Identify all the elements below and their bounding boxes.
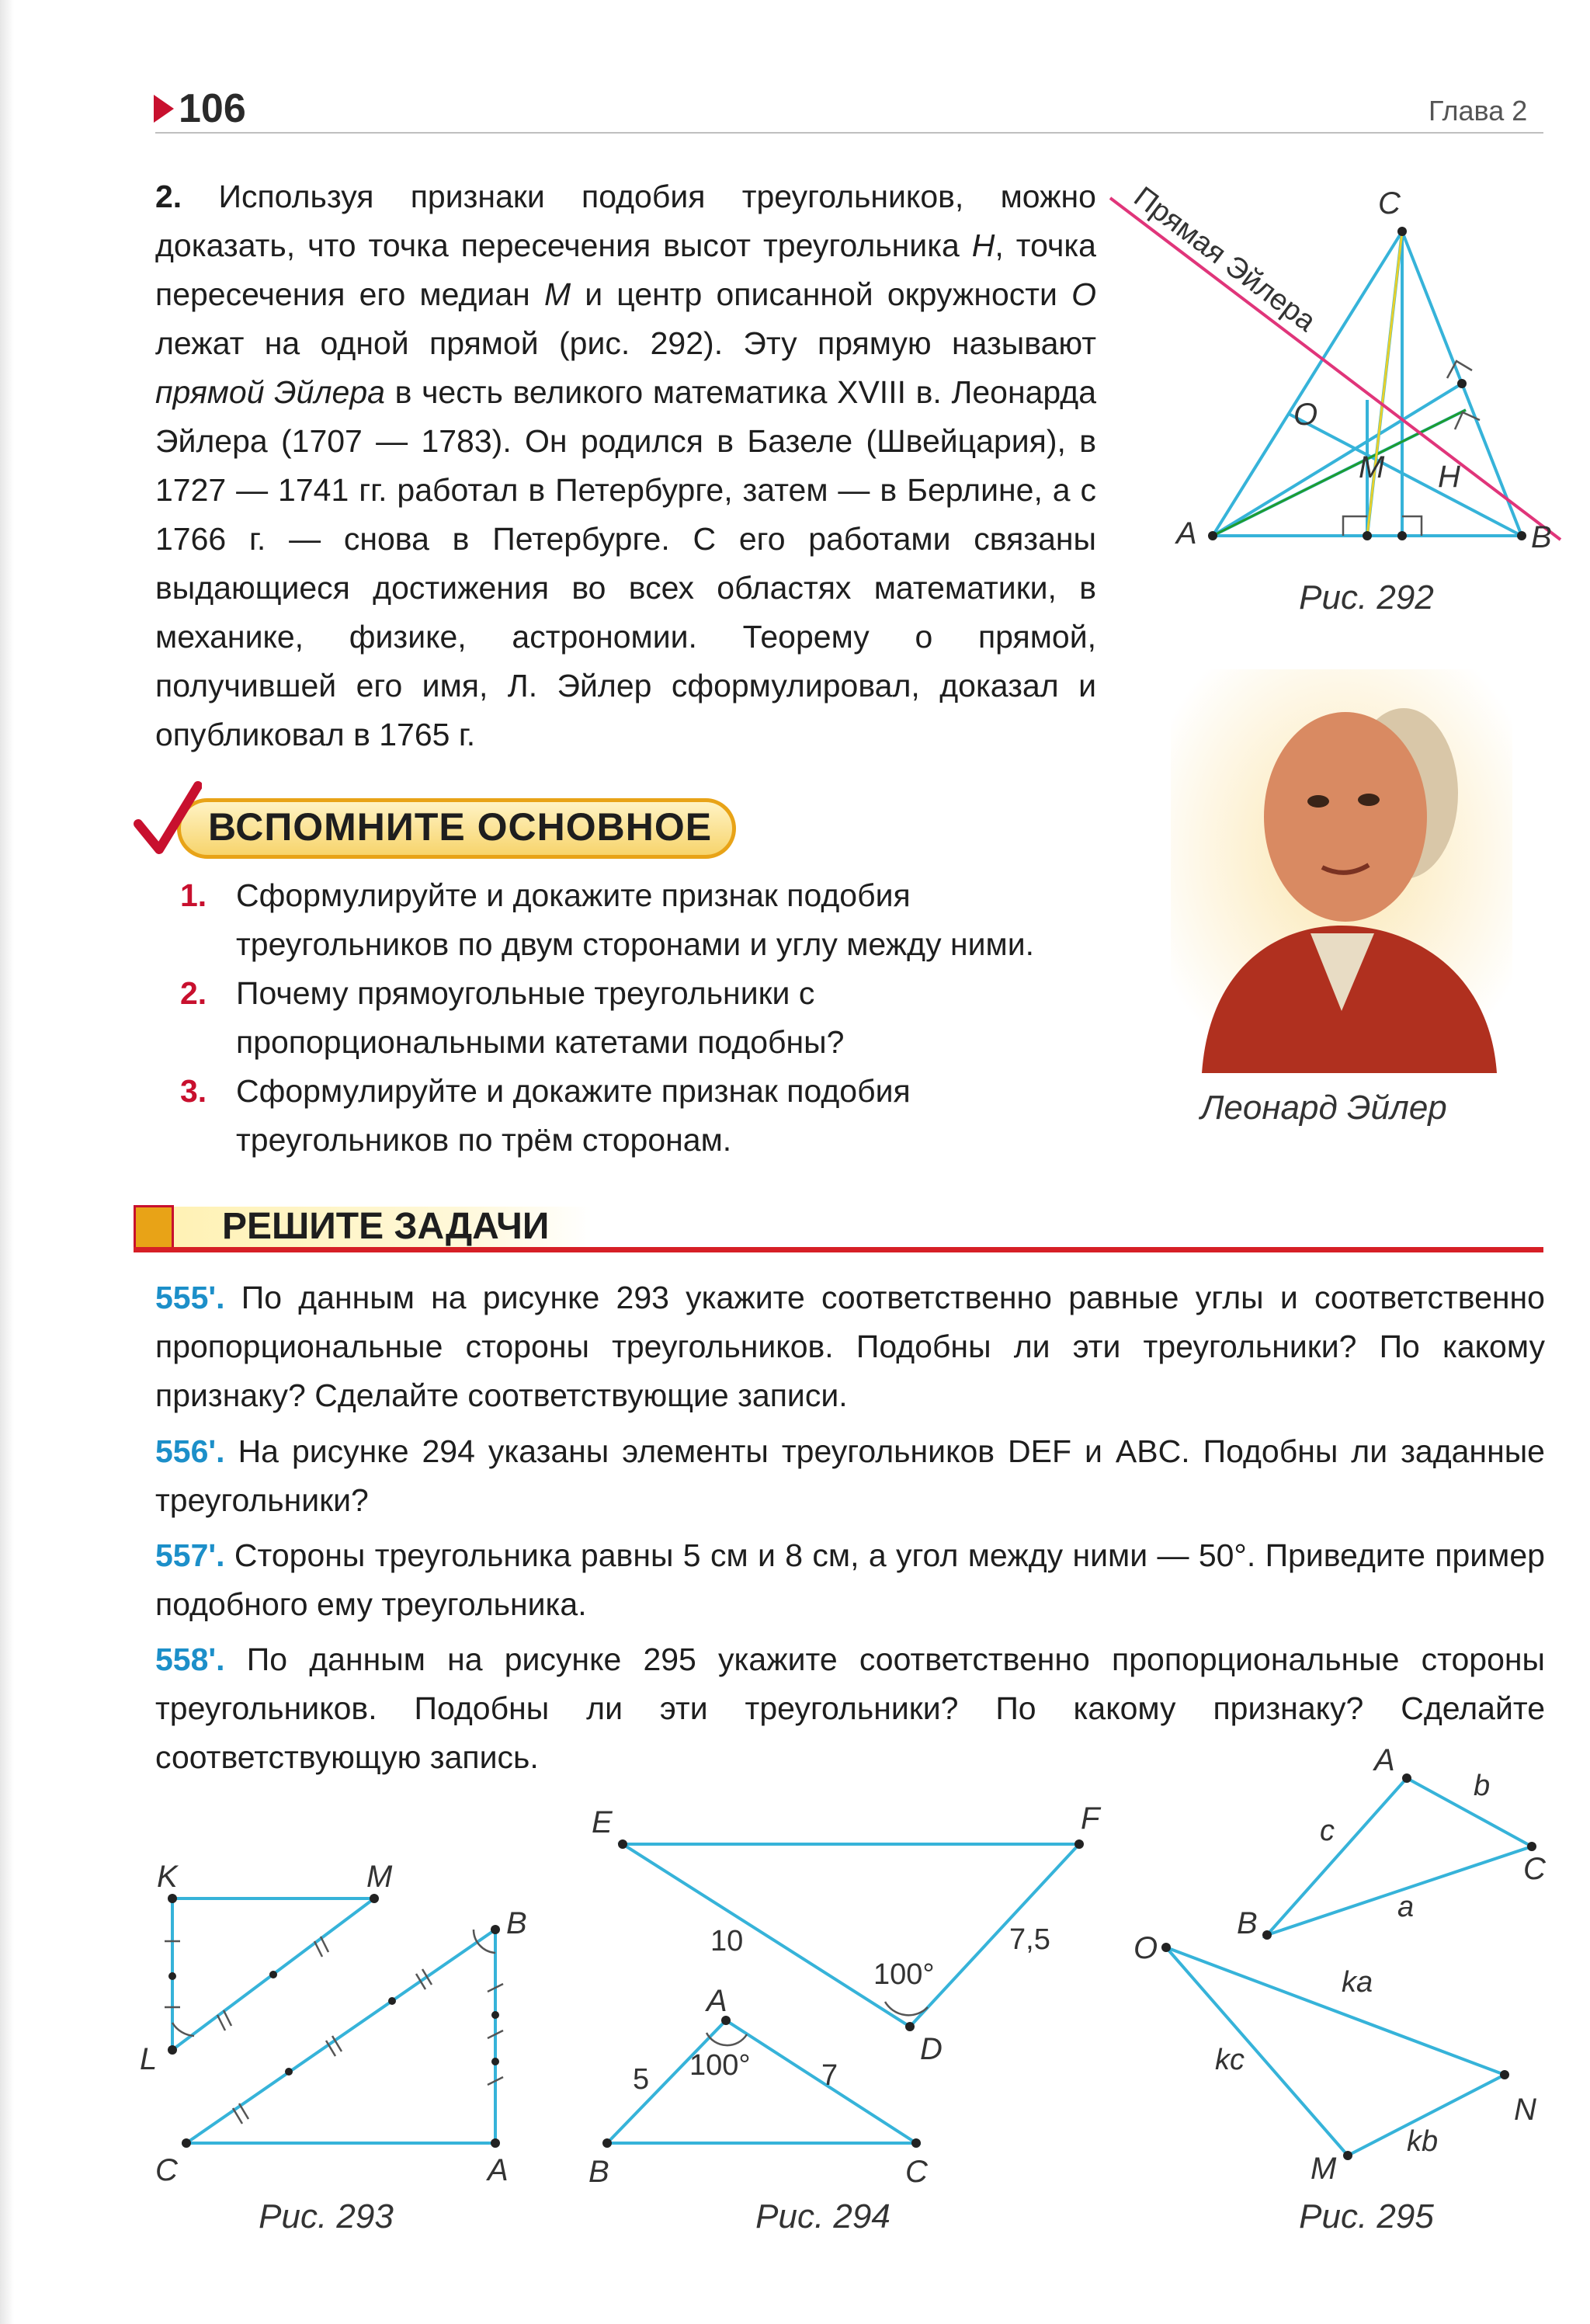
point-b [1262,1930,1272,1940]
tick-cb-6 [422,1969,432,1985]
figure-295 [1118,1739,1568,2190]
euler-line [1110,198,1560,540]
point-a [1208,531,1217,540]
tick-cb-2 [239,2103,248,2119]
fig295-side-b: b [1474,1770,1491,1802]
fig292-label-m: M [1359,450,1385,485]
point-o [1161,1943,1171,1952]
median-a [1213,384,1462,536]
fig294-label-e: E [592,1805,613,1839]
intro-number: 2. [155,179,182,214]
recall-item [180,1067,1096,1165]
recall-item [180,871,1096,969]
fig292-label-o: O [1293,398,1318,432]
recall-item-number: 1. [180,877,207,913]
fig294-label-f: F [1081,1801,1100,1836]
problem-text: На рисунке 294 указаны элементы треугольников DEF и ABC. Подобны ли заданные треугольники? [155,1433,1545,1518]
recall-item [180,969,1096,1067]
intro-text-4: лежат на одной прямой (рис. 292). Эту прямую называют [155,325,1096,361]
fig295-label-a: A [1374,1743,1395,1777]
header-divider [155,132,1543,134]
fig294-caption: Рис. 294 [755,2197,890,2235]
intro-M: M [543,276,571,312]
fig292-label-c: C [1378,186,1401,221]
point-foot [1397,531,1407,540]
intro-term: прямой Эйлера [155,374,385,410]
tick-lm-1 [217,2015,225,2030]
fig292-label-h: H [1438,460,1460,494]
tick-lm-2 [224,2010,231,2026]
point-e [618,1839,627,1849]
fig294-label-b: B [588,2155,609,2189]
altitude-b [1289,414,1522,536]
intro-text-3: и центр описанной окружности [571,276,1072,312]
fig293-label-b: B [506,1906,527,1940]
figure-294 [575,1786,1118,2190]
fig294-label-d: D [920,2032,943,2066]
euler-line-label: Прямая Эйлера [1127,180,1322,339]
fig294-label-c: C [905,2155,928,2189]
point-a [1402,1773,1411,1783]
portrait-face [1264,712,1427,922]
recall-item-number: 2. [180,975,207,1011]
recall-item-text: Сформулируйте и докажите признак подобия треугольников по двум сторонами и углу между ними. [236,877,1035,962]
page-edge-shadow [0,0,14,2324]
intro-text-5: в честь великого математика XVIII в. Леонарда Эйлера (1707 — 1783). Он родился в Базеле (Швейцария), в 1727 — 1741 гг. работал в Петербурге, затем — в Берлине, а с 1766 г. — снова в Петербурге. С его работами связаны выдающиеся достижения во всех областях математики, в механике, физике, астрономии. Теорему о прямой, получившей его имя, Л. Эйлер сформулировал, доказал и опубликовал в 1765 г. [155,374,1097,752]
fig294-label-df: 7,5 [1009,1923,1050,1956]
point-cb-1 [285,2068,293,2076]
portrait-caption: Леонард Эйлер [1200,1089,1447,1127]
solve-divider [134,1247,1543,1252]
fig292-caption: Рис. 292 [1299,578,1434,617]
point-c [182,2138,191,2148]
fig294-angle-a: 100° [689,2049,751,2082]
point-lm-mid [269,1971,277,1978]
fig294-label-ed: 10 [710,1925,744,1958]
recall-item-text: Сформулируйте и докажите признак подобия треугольников по трём сторонам. [236,1073,911,1158]
triangle-cab [186,1930,495,2143]
fig295-label-m: M [1311,2152,1337,2186]
fig293-label-m: M [366,1860,393,1894]
tick-lm-3 [314,1941,322,1957]
point-ba-2 [491,2058,499,2065]
problem-number: 555'. [155,1280,225,1315]
checkmark-icon [132,781,202,859]
fig295-label-c: C [1523,1852,1546,1886]
fig293-label-a: A [488,2153,509,2187]
point-mid-ab [1363,531,1372,540]
point-a [491,2138,500,2148]
fig294-label-ac: 7 [821,2059,838,2092]
hourglass-icon [134,1205,174,1250]
fig295-label-o: O [1133,1931,1158,1965]
problem-number: 556'. [155,1433,225,1469]
point-kl-mid [168,1972,176,1980]
fig295-side-c: c [1320,1815,1335,1847]
fig294-label-ab: 5 [633,2063,650,2096]
fig294-angle-d: 100° [873,1958,935,1991]
fig295-side-kc: kc [1215,2044,1245,2076]
problem-555 [155,1273,1545,1420]
page-number [154,85,246,132]
recall-item-number: 3. [180,1073,207,1109]
fig293-label-c: C [155,2153,178,2187]
point-b [491,1925,500,1934]
problem-text: По данным на рисунке 295 укажите соответственно пропорциональные стороны треугольников. Подобны ли эти треугольники? По какому признаку? Сделайте соответствующую запись. [155,1641,1545,1775]
recall-item-text: Почему прямоугольные треугольники с пропорциональными катетами подобны? [236,975,845,1060]
figure-293 [140,1832,543,2190]
intro-O: O [1071,276,1096,312]
point-d [905,2022,915,2031]
point-c [1397,227,1407,236]
point-b [1517,531,1526,540]
problem-557 [155,1531,1545,1629]
point-cb-2 [388,1997,396,2005]
problem-556 [155,1427,1545,1525]
angle-mark-l [172,2023,194,2036]
point-m [1343,2151,1352,2160]
fig292-label-a: A [1176,516,1197,551]
fig293-label-l: L [140,2042,158,2076]
fig295-label-b: B [1237,1906,1258,1940]
point-b [602,2138,612,2148]
portrait-eye-left [1307,795,1329,808]
problem-text: Стороны треугольника равны 5 см и 8 см, а угол между ними — 50°. Приведите пример подобного ему треугольника. [155,1537,1545,1622]
portrait-euler [1171,669,1512,1073]
point-l [168,2045,177,2055]
problem-text: По данным на рисунке 293 укажите соответственно равные углы и соответственно пропорциональные стороны треугольников. Подобны ли эти треугольники? По какому признаку? Сделайте соответствующие записи. [155,1280,1545,1413]
point-ba-1 [491,2011,499,2019]
problem-number: 558'. [155,1641,225,1677]
fig295-side-ka: ka [1342,1966,1373,1999]
point-k [168,1894,177,1903]
page-number-text: 106 [179,86,246,131]
fig295-side-kb: kb [1407,2125,1439,2158]
triangle-abc [607,2020,916,2143]
point-f [1074,1839,1084,1849]
point-n [1500,2070,1509,2079]
fig295-caption: Рис. 295 [1299,2197,1434,2235]
problem-number: 557'. [155,1537,225,1573]
fig293-caption: Рис. 293 [259,2197,394,2235]
intro-paragraph [155,172,1096,759]
fig295-side-a: a [1397,1891,1415,1923]
point-c [1527,1842,1536,1851]
fig292-label-b: B [1531,520,1552,554]
fig295-label-n: N [1514,2093,1536,2127]
recall-title: ВСПОМНИТЕ ОСНОВНОЕ [208,805,713,849]
point-m [370,1894,379,1903]
intro-H: H [971,228,995,263]
intro-text-1: Используя признаки подобия треугольников, можно доказать, что точка пересечения высот треугольника [155,179,1096,263]
intro-text-2: , точка пересечения его медиан [155,228,1096,312]
page-marker-icon [154,95,174,123]
solve-title: РЕШИТЕ ЗАДАЧИ [222,1206,550,1247]
chapter-title: Глава 2 [1429,95,1528,127]
fig293-label-k: K [157,1860,178,1894]
tick-cb-1 [233,2108,242,2124]
tick-lm-4 [321,1937,328,1952]
point-mid [1457,379,1467,388]
fig294-label-a: A [706,1984,727,2018]
portrait-eye-right [1358,794,1380,806]
point-c [911,2138,921,2148]
